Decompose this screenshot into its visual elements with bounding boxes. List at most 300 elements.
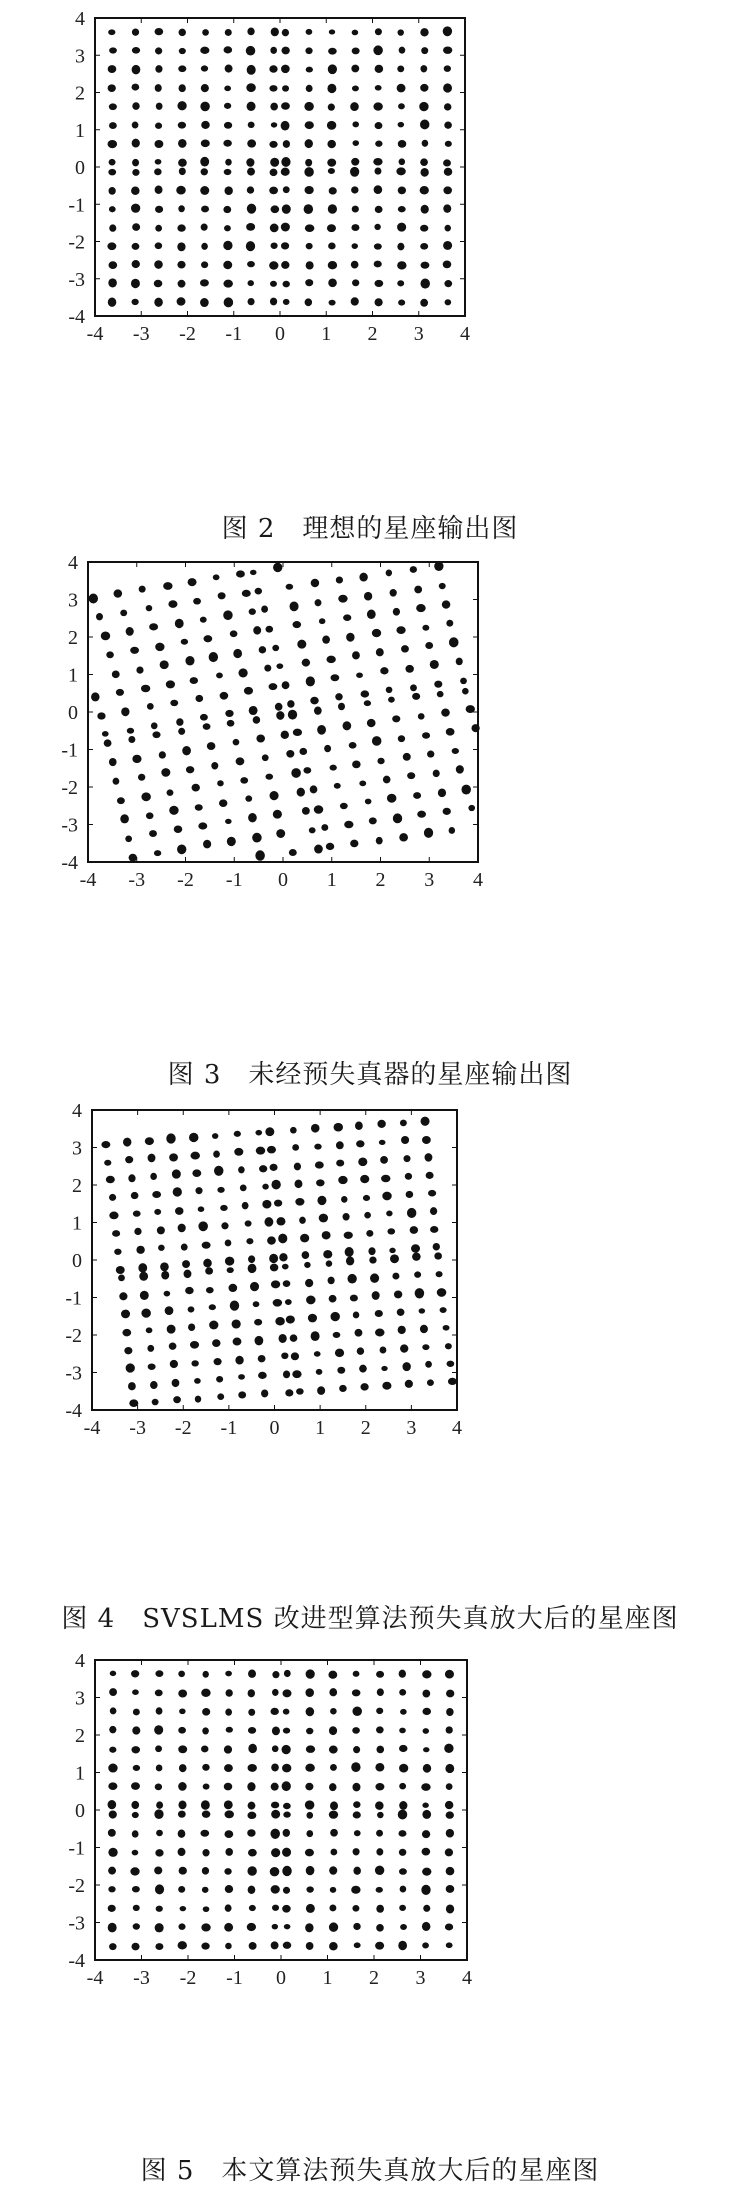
constellation-point [223, 261, 232, 269]
constellation-point [240, 777, 248, 784]
plot-frame [95, 18, 465, 316]
y-tick-label: 4 [75, 1650, 85, 1672]
constellation-point [152, 731, 160, 738]
constellation-point [405, 1380, 413, 1388]
constellation-point [380, 1346, 387, 1353]
constellation-point [112, 1230, 120, 1237]
constellation-point [247, 186, 254, 193]
constellation-point [375, 122, 383, 129]
constellation-point [247, 261, 255, 267]
constellation-point [351, 224, 359, 231]
constellation-point [398, 122, 404, 128]
constellation-point [353, 1671, 360, 1677]
constellation-point [319, 618, 325, 624]
constellation-point [276, 829, 285, 838]
constellation-point [125, 1156, 133, 1163]
constellation-point [423, 1747, 429, 1752]
constellation-point [351, 1762, 360, 1772]
constellation-point [245, 795, 252, 801]
constellation-point [156, 1801, 163, 1808]
constellation-point [185, 1287, 194, 1294]
constellation-point [283, 1812, 290, 1818]
constellation-point [282, 1781, 291, 1791]
constellation-point [136, 1246, 144, 1254]
constellation-point [356, 672, 363, 677]
constellation-point [177, 297, 186, 305]
constellation-point [353, 1746, 360, 1753]
constellation-point [224, 1830, 233, 1838]
constellation-point [109, 103, 117, 110]
constellation-point [246, 46, 255, 56]
constellation-point [399, 1849, 406, 1856]
constellation-point [158, 1245, 165, 1251]
constellation-point [131, 1746, 140, 1753]
constellation-point [336, 1160, 344, 1167]
constellation-point [211, 762, 218, 769]
constellation-point [399, 1745, 407, 1752]
x-tick-label: 3 [406, 1417, 417, 1439]
constellation-point [352, 121, 359, 127]
constellation-point [229, 1284, 238, 1292]
constellation-point [179, 1867, 187, 1875]
constellation-point [178, 1782, 187, 1791]
constellation-point [207, 742, 216, 750]
constellation-point [177, 242, 185, 251]
figure-4 [0, 1100, 740, 1650]
constellation-point [279, 1253, 287, 1261]
constellation-point [434, 561, 443, 571]
constellation-point [179, 1764, 187, 1772]
constellation-point [200, 617, 207, 623]
constellation-point [138, 774, 145, 781]
constellation-point [306, 1669, 315, 1678]
constellation-point [341, 1196, 347, 1203]
constellation-point [271, 1941, 279, 1949]
constellation-point [178, 205, 185, 212]
y-tick-label: 1 [68, 664, 78, 687]
constellation-points [108, 1669, 455, 1950]
constellation-point [186, 766, 194, 773]
constellation-point [255, 850, 265, 860]
constellation-point [376, 1924, 384, 1932]
constellation-point [155, 123, 162, 129]
constellation-point [219, 799, 227, 807]
constellation-point [178, 280, 186, 288]
constellation-point [155, 1849, 163, 1856]
constellation-point [398, 1941, 407, 1951]
constellation-point [270, 281, 277, 287]
constellation-point [173, 1396, 181, 1403]
x-tick-label: 4 [462, 1967, 472, 1989]
constellation-point [386, 687, 393, 693]
constellation-point [182, 1260, 190, 1268]
constellation-point [227, 1267, 234, 1273]
constellation-point [246, 223, 255, 231]
constellation-point [272, 1905, 279, 1911]
figure-4-caption: 图 4 SVSLMS 改进型算法预失真放大后的星座图 [61, 1604, 679, 1634]
constellation-point [132, 260, 140, 268]
constellation-point [160, 1262, 169, 1271]
constellation-point [269, 261, 278, 269]
constellation-point [110, 1707, 117, 1714]
constellation-point [255, 1336, 264, 1346]
constellation-point [154, 280, 163, 287]
constellation-point [178, 1727, 186, 1734]
constellation-point [303, 767, 311, 774]
constellation-point [441, 709, 450, 717]
constellation-point [443, 159, 451, 166]
constellation-point [140, 1291, 149, 1300]
constellation-point [377, 758, 384, 765]
constellation-point [317, 1196, 326, 1205]
constellation-point [225, 1709, 232, 1716]
constellation-point [422, 1708, 431, 1715]
constellation-point [270, 1164, 278, 1171]
constellation-point [421, 1885, 430, 1895]
constellation-point [445, 1670, 454, 1679]
x-tick-label: 4 [473, 869, 483, 891]
constellation-point [293, 621, 302, 628]
constellation-point [445, 1764, 454, 1773]
constellation-point [445, 1924, 453, 1931]
constellation-point [306, 1728, 313, 1735]
constellation-point [394, 1290, 402, 1298]
constellation-point [323, 1250, 332, 1259]
constellation-point [282, 1848, 291, 1857]
constellation-point [155, 1690, 163, 1697]
constellation-point [282, 85, 289, 91]
constellation-point [261, 605, 268, 612]
constellation-point [329, 1726, 337, 1735]
constellation-point [407, 1208, 416, 1218]
constellation-point [305, 159, 312, 167]
constellation-point [421, 1117, 430, 1126]
constellation-point [193, 598, 201, 605]
constellation-point [155, 1784, 162, 1791]
constellation-point [253, 626, 261, 635]
constellation-point [283, 1887, 290, 1894]
constellation-point [108, 278, 117, 287]
constellation-point [400, 1886, 407, 1893]
constellation-point [270, 1264, 278, 1272]
constellation-point [225, 710, 233, 717]
x-tick-label: 2 [375, 869, 386, 891]
constellation-point [444, 280, 452, 287]
constellation-point [305, 186, 314, 194]
constellation-point [236, 757, 245, 765]
constellation-point [426, 1172, 434, 1179]
constellation-point [405, 665, 413, 673]
constellation-point [299, 748, 307, 755]
constellation-point [353, 1848, 360, 1855]
constellation-point [224, 103, 231, 109]
constellation-point [351, 261, 359, 269]
constellation-point [234, 1131, 241, 1137]
x-tick-label: 2 [367, 323, 378, 345]
constellation-point [446, 1942, 453, 1948]
constellation-point [386, 1210, 392, 1216]
constellation-point [275, 1317, 285, 1325]
y-tick-label: -4 [65, 1400, 82, 1422]
constellation-point [420, 84, 428, 92]
constellation-point [248, 813, 257, 822]
constellation-point [172, 1169, 181, 1178]
constellation-point [420, 158, 428, 166]
x-tick-label: -3 [132, 323, 150, 345]
constellation-point [399, 1728, 406, 1734]
constellation-point [283, 1370, 290, 1378]
constellation-point [114, 589, 123, 597]
constellation-point [390, 589, 397, 597]
constellation-point [386, 569, 392, 576]
constellation-point [324, 745, 331, 752]
constellation-point [283, 1280, 291, 1287]
constellation-point [202, 29, 209, 36]
constellation-point [109, 1747, 116, 1753]
constellation-point [443, 46, 452, 53]
constellation-point [403, 753, 411, 761]
constellation-point [389, 1248, 395, 1253]
constellation-point [422, 1830, 430, 1838]
constellation-point [155, 1943, 163, 1950]
constellation-point [398, 735, 405, 742]
constellation-point [445, 1801, 453, 1809]
constellation-point [221, 1222, 228, 1229]
constellation-point [443, 808, 451, 815]
constellation-point [109, 1726, 116, 1734]
constellation-point [225, 1943, 232, 1950]
constellation-point [272, 1727, 280, 1736]
constellation-point [179, 168, 186, 176]
constellation-point [352, 761, 360, 769]
constellation-point [272, 1671, 279, 1678]
constellation-point [259, 1165, 267, 1172]
constellation-point [247, 139, 256, 147]
constellation-point [422, 1670, 431, 1678]
x-tick-label: 3 [413, 323, 424, 345]
constellation-point [360, 1175, 369, 1183]
constellation-point [212, 1133, 218, 1139]
constellation-point [314, 1144, 321, 1150]
constellation-point [330, 1829, 338, 1837]
constellation-point [232, 1319, 241, 1328]
constellation-point [346, 1256, 354, 1265]
constellation-point [437, 1288, 447, 1297]
constellation-point [132, 755, 141, 763]
constellation-point [101, 631, 110, 640]
constellation-point [149, 623, 158, 630]
constellation-point [126, 1363, 135, 1372]
constellation-point [224, 1923, 233, 1932]
constellation-point [381, 1366, 387, 1371]
constellation-point [353, 140, 360, 146]
x-tick-label: -3 [133, 1967, 150, 1989]
constellation-point [328, 1671, 337, 1679]
constellation-point [132, 139, 140, 148]
constellation-point [198, 822, 207, 829]
constellation-point [256, 734, 265, 742]
constellation-point [337, 1367, 345, 1374]
constellation-point [133, 1923, 140, 1929]
constellation-point [246, 83, 255, 92]
constellation-point [136, 666, 143, 673]
constellation-point [410, 684, 417, 691]
constellation-point [437, 691, 444, 697]
constellation-point [108, 298, 116, 307]
constellation-point [201, 1923, 210, 1931]
constellation-point [179, 1708, 186, 1714]
constellation-point [353, 1801, 360, 1808]
constellation-point [262, 1184, 268, 1190]
constellation-point [398, 300, 405, 306]
constellation-point [374, 224, 380, 230]
constellation-point [361, 690, 370, 697]
constellation-point [397, 243, 404, 251]
constellation-point [255, 588, 262, 595]
constellation-point [147, 703, 154, 710]
y-tick-label: 3 [75, 45, 85, 68]
constellation-point [225, 1848, 233, 1856]
constellation-point [275, 703, 283, 711]
constellation-point [167, 1325, 176, 1334]
constellation-point [273, 1299, 282, 1307]
y-tick-label: 0 [72, 1250, 82, 1272]
constellation-point [406, 1191, 414, 1198]
constellation-point [139, 1272, 148, 1281]
constellation-point [400, 1344, 408, 1352]
constellation-point [184, 1270, 192, 1279]
constellation-point [223, 140, 231, 147]
constellation-point [218, 592, 226, 599]
constellation-point [156, 1830, 163, 1836]
y-tick-label: -1 [68, 194, 85, 217]
constellation-point [351, 65, 359, 73]
constellation-point [245, 1220, 252, 1226]
constellation-point [302, 807, 310, 815]
constellation-point [109, 206, 116, 212]
constellation-point [238, 668, 247, 677]
constellation-point [306, 261, 314, 269]
constellation-point [201, 168, 208, 175]
y-tick-label: -3 [61, 814, 78, 837]
constellation-point [446, 1829, 454, 1838]
constellation-point [281, 223, 290, 232]
x-tick-label: -4 [79, 869, 97, 891]
constellation-point [330, 765, 337, 771]
constellation-point [446, 1904, 454, 1913]
constellation-point [200, 298, 209, 307]
constellation-point [283, 1728, 290, 1734]
constellation-point [446, 1811, 454, 1818]
constellation-point [227, 837, 236, 846]
constellation-point [178, 1671, 185, 1678]
constellation-point [279, 1334, 287, 1343]
constellation-point [247, 1812, 256, 1819]
x-tick-label: -2 [174, 1417, 192, 1439]
constellation-point [224, 169, 232, 175]
y-tick-label: 1 [75, 1762, 85, 1785]
constellation-point [430, 1207, 437, 1215]
constellation-point [375, 298, 383, 306]
constellation-point [335, 693, 342, 700]
constellation-point [282, 1905, 291, 1913]
constellation-point [412, 693, 420, 700]
constellation-point [132, 47, 140, 54]
x-tick-label: 1 [321, 323, 332, 345]
constellation-point [131, 1801, 139, 1809]
constellation-point [133, 1905, 140, 1911]
constellation-point [150, 1381, 158, 1389]
constellation-point [345, 1247, 354, 1257]
constellation-point [270, 224, 279, 233]
constellation-point [329, 1688, 337, 1696]
constellation-point [352, 86, 359, 92]
constellation-point [376, 1887, 383, 1893]
constellation-point [405, 1173, 412, 1180]
constellation-point [377, 1688, 384, 1696]
constellation-point [247, 28, 254, 36]
constellation-point [166, 1133, 175, 1143]
constellation-point [383, 776, 391, 784]
constellation-point [242, 1202, 249, 1209]
constellation-point [127, 728, 134, 734]
y-tick-label: 4 [68, 552, 78, 574]
constellation-point [131, 204, 140, 213]
constellation-point [330, 1849, 337, 1856]
x-tick-label: 4 [460, 323, 470, 345]
constellation-point [248, 1689, 255, 1697]
constellation-point [174, 825, 183, 833]
constellation-point [401, 1136, 409, 1144]
x-tick-label: 2 [360, 1417, 371, 1439]
constellation-point [271, 205, 280, 213]
constellation-point [119, 1292, 127, 1300]
constellation-point [355, 1121, 363, 1130]
constellation-point [398, 1810, 408, 1820]
constellation-point [350, 167, 359, 177]
constellation-point [329, 187, 337, 194]
constellation-point [283, 1942, 292, 1949]
constellation-point [329, 1905, 336, 1912]
constellation-point [449, 637, 459, 647]
constellation-point [281, 157, 290, 167]
constellation-point [306, 29, 313, 35]
constellation-point [203, 723, 211, 730]
constellation-point [271, 27, 279, 36]
constellation-point [413, 792, 421, 799]
constellation-point [201, 206, 209, 213]
constellation-point [202, 1867, 209, 1875]
constellation-point [436, 1271, 443, 1277]
constellation-point [444, 65, 451, 72]
constellation-point [189, 1133, 198, 1142]
constellation-point [461, 785, 471, 795]
constellation-point [155, 28, 164, 35]
constellation-point [445, 1343, 452, 1349]
constellation-point [376, 1726, 384, 1733]
constellation-point [447, 1361, 455, 1367]
constellation-point [179, 48, 186, 54]
constellation-point [381, 1175, 390, 1183]
constellation-point [356, 1140, 364, 1147]
constellation-point [434, 1252, 442, 1259]
constellation-point [369, 1257, 376, 1264]
constellation-point [166, 680, 175, 688]
constellation-point [443, 26, 452, 36]
constellation-point [397, 1309, 405, 1316]
constellation-point [376, 1905, 384, 1913]
constellation-point [178, 122, 186, 129]
